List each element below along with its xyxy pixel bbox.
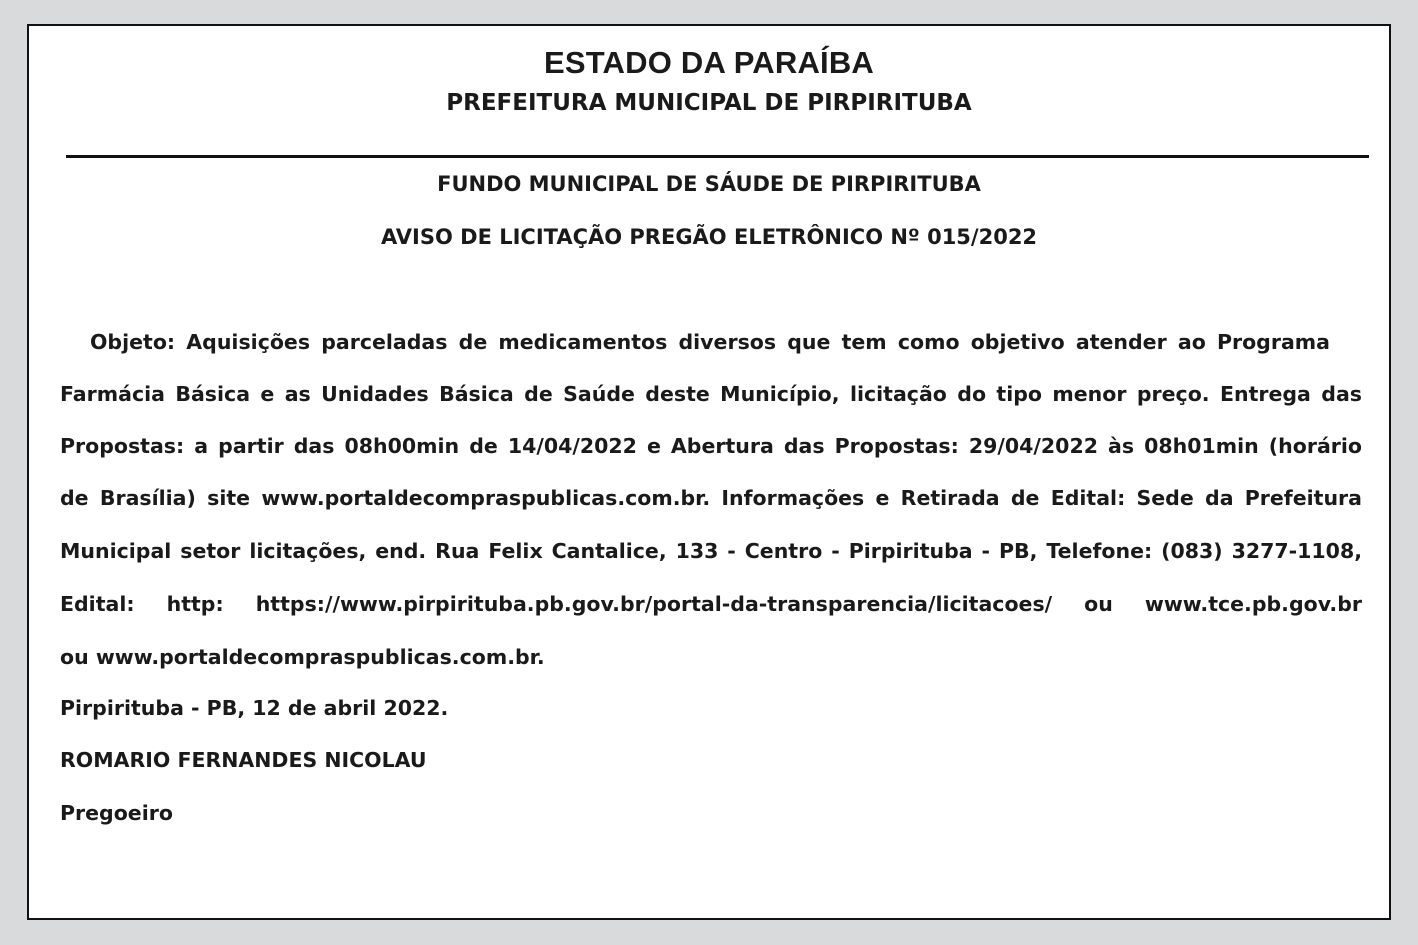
body-line-7: ou www.portaldecompraspublicas.com.br. — [60, 645, 545, 669]
notice-title: AVISO DE LICITAÇÃO PREGÃO ELETRÔNICO Nº 015/2022 — [380, 225, 1038, 249]
body-line-2: Farmácia Básica e as Unidades Básica de Saúde deste Município, licitação do tipo menor preço. Entrega das — [60, 382, 1362, 406]
place-date: Pirpirituba - PB, 12 de abril 2022. — [60, 696, 449, 720]
body-line-4: de Brasília) site www.portaldecompraspublicas.com.br. Informações e Retirada de Edital: Sede da Prefeitura — [60, 486, 1362, 510]
prefecture-heading: PREFEITURA MUNICIPAL DE PIRPIRITUBA — [446, 90, 972, 116]
body-line-6: Edital: http: https://www.pirpirituba.pb.gov.br/portal-da-transparencia/licitacoes/ ou www.tce.pb.gov.br — [60, 592, 1362, 616]
header-divider — [66, 155, 1369, 158]
fund-name: FUNDO MUNICIPAL DE SÁUDE DE PIRPIRITUBA — [437, 172, 981, 196]
body-line-1: Objeto: Aquisições parceladas de medicamentos diversos que tem como objetivo atender ao Programa — [90, 330, 1330, 354]
state-heading: ESTADO DA PARAÍBA — [543, 45, 875, 80]
body-line-5: Municipal setor licitações, end. Rua Felix Cantalice, 133 - Centro - Pirpirituba - PB, Telefone: (083) 3277-1108, — [60, 539, 1362, 563]
signer-name: ROMARIO FERNANDES NICOLAU — [60, 748, 427, 772]
body-line-3: Propostas: a partir das 08h00min de 14/04/2022 e Abertura das Propostas: 29/04/2022 às 08h01min (horário — [60, 434, 1362, 458]
public-notice-panel — [27, 24, 1391, 920]
signer-role: Pregoeiro — [60, 801, 173, 825]
